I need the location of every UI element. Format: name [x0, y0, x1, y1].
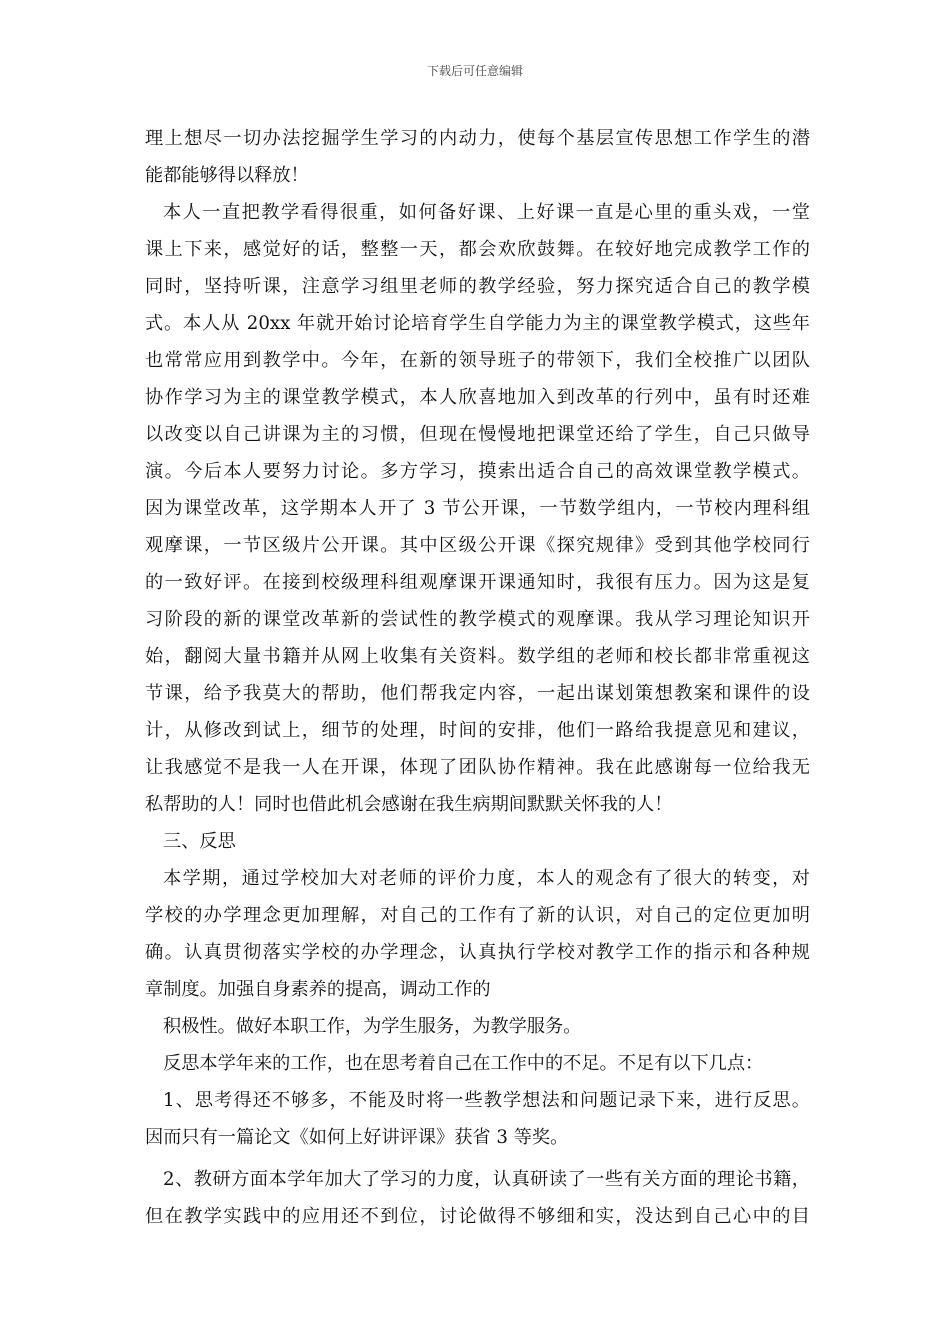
text-line: 私帮助的人！同时也借此机会感谢在我生病期间默默关怀我的人！ [145, 794, 673, 815]
text-line: 式。本人从 20xx 年就开始讨论培育学生自学能力为主的课堂教学模式，这些年 [145, 313, 810, 334]
text-line: 1、思考得还不够多，不能及时将一些教学想法和问题记录下来，进行反思。 [163, 1090, 810, 1111]
text-line: 反思本学年来的工作，也在思考着自己在工作中的不足。不足有以下几点： [163, 1053, 764, 1074]
page-header: 下载后可任意编辑 [426, 64, 523, 78]
text-line: 本学期，通过学校加大对老师的评价力度，本人的观念有了很大的转变，对 [163, 868, 810, 889]
text-line: 也常常应用到教学中。今年，在新的领导班子的带领下，我们全校推广以团队 [145, 350, 810, 371]
text-line: 协作学习为主的课堂教学模式，本人欣喜地加入到改革的行列中，虽有时还难 [145, 387, 810, 408]
text-line: 节课，给予我莫大的帮助，他们帮我定内容，一起出谋划策想教案和课件的设 [145, 683, 810, 704]
text-line: 的一致好评。在接到校级理科组观摩课开课通知时，我很有压力。因为这是复 [145, 572, 810, 593]
text-line: 2、教研方面本学年加大了学习的力度，认真研读了一些有关方面的理论书籍， [163, 1169, 810, 1190]
text-line: 观摩课，一节区级片公开课。其中区级公开课《探究规律》受到其他学校同行 [145, 535, 810, 556]
text-line: 因为课堂改革，这学期本人开了 3 节公开课，一节数学组内，一节校内理科组 [145, 498, 810, 519]
text-line: 以改变以自己讲课为主的习惯，但现在慢慢地把课堂还给了学生，自己只做导 [145, 424, 810, 445]
text-line: 让我感觉不是我一人在开课，体现了团队协作精神。我在此感谢每一位给我无 [145, 757, 810, 778]
text-line: 因而只有一篇论文《如何上好讲评课》获省 3 等奖。 [145, 1127, 569, 1148]
text-line: 学校的办学理念更加理解，对自己的工作有了新的认识，对自己的定位更加明 [145, 905, 810, 926]
text-line: 确。认真贯彻落实学校的办学理念，认真执行学校对教学工作的指示和各种规 [145, 942, 810, 963]
text-line: 课上下来，感觉好的话，整整一天，都会欢欣鼓舞。在较好地完成教学工作的 [145, 239, 810, 260]
text-line: 三、反思 [163, 831, 236, 852]
text-line: 演。今后本人要努力讨论。多方学习，摸索出适合自己的高效课堂教学模式。 [145, 461, 810, 482]
text-line: 积极性。做好本职工作，为学生服务，为教学服务。 [163, 1016, 582, 1037]
text-line: 本人一直把教学看得很重，如何备好课、上好课一直是心里的重头戏，一堂 [163, 202, 810, 223]
document-body [145, 120, 810, 1235]
text-line: 能都能够得以释放！ [145, 165, 309, 186]
text-line: 同时，坚持听课，注意学习组里老师的教学经验，努力探究适合自己的教学模 [145, 276, 810, 297]
text-line: 计，从修改到试上，细节的处理，时间的安排，他们一路给我提意见和建议， [145, 720, 810, 741]
text-line: 习阶段的新的课堂改革新的尝试性的教学模式的观摩课。我从学习理论知识开 [145, 609, 810, 630]
text-line: 但在教学实践中的应用还不到位，讨论做得不够细和实，没达到自己心中的目 [145, 1206, 810, 1227]
text-line: 理上想尽一切办法挖掘学生学习的内动力，使每个基层宣传思想工作学生的潜 [145, 128, 810, 149]
text-line: 章制度。加强自身素养的提高，调动工作的 [145, 979, 491, 1000]
text-line: 始，翻阅大量书籍并从网上收集有关资料。数学组的老师和校长都非常重视这 [145, 646, 810, 667]
